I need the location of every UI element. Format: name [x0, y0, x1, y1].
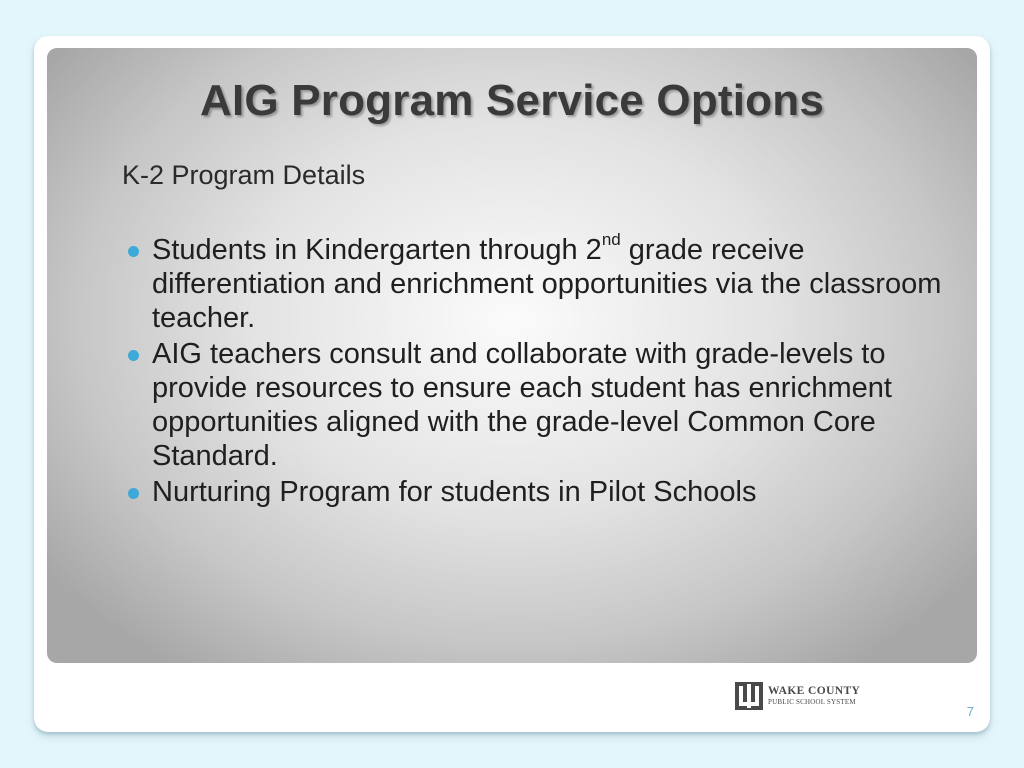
wcpss-logo: [735, 682, 860, 710]
bullet-dot-icon: [128, 350, 139, 361]
ordinal-superscript: nd: [601, 230, 621, 249]
slide-subtitle: K-2 Program Details: [122, 160, 366, 190]
logo-line-2: PUBLIC SCHOOL SYSTEM: [768, 697, 856, 706]
bullet-item: [152, 230, 962, 335]
bullet-text: Students in Kindergarten through 2: [152, 234, 602, 266]
bullet-list: [152, 230, 962, 511]
bullet-item: [152, 337, 962, 473]
bullet-dot-icon: [128, 488, 139, 499]
content-panel: [47, 48, 977, 663]
slide: [34, 36, 990, 732]
bullet-dot-icon: [128, 246, 139, 257]
logo-line-1: WAKE COUNTY: [768, 685, 861, 698]
page-number: 7: [966, 704, 974, 719]
bullet-item: [152, 475, 962, 509]
bullet-text: Nurturing Program for students in Pilot Schools: [152, 476, 757, 508]
bullet-text: AIG teachers consult and collaborate with grade-levels to provide resources to ensure each student has enrichment opportunities aligned with the grade-level Common Core Standard.: [152, 338, 892, 472]
bullet-text: grade receive differentiation and enrichment opportunities via the classroom teacher.: [152, 234, 942, 334]
wcpss-logo-icon: [735, 682, 763, 710]
slide-title: AIG Program Service Options: [199, 76, 825, 125]
logo-text: [768, 686, 860, 706]
